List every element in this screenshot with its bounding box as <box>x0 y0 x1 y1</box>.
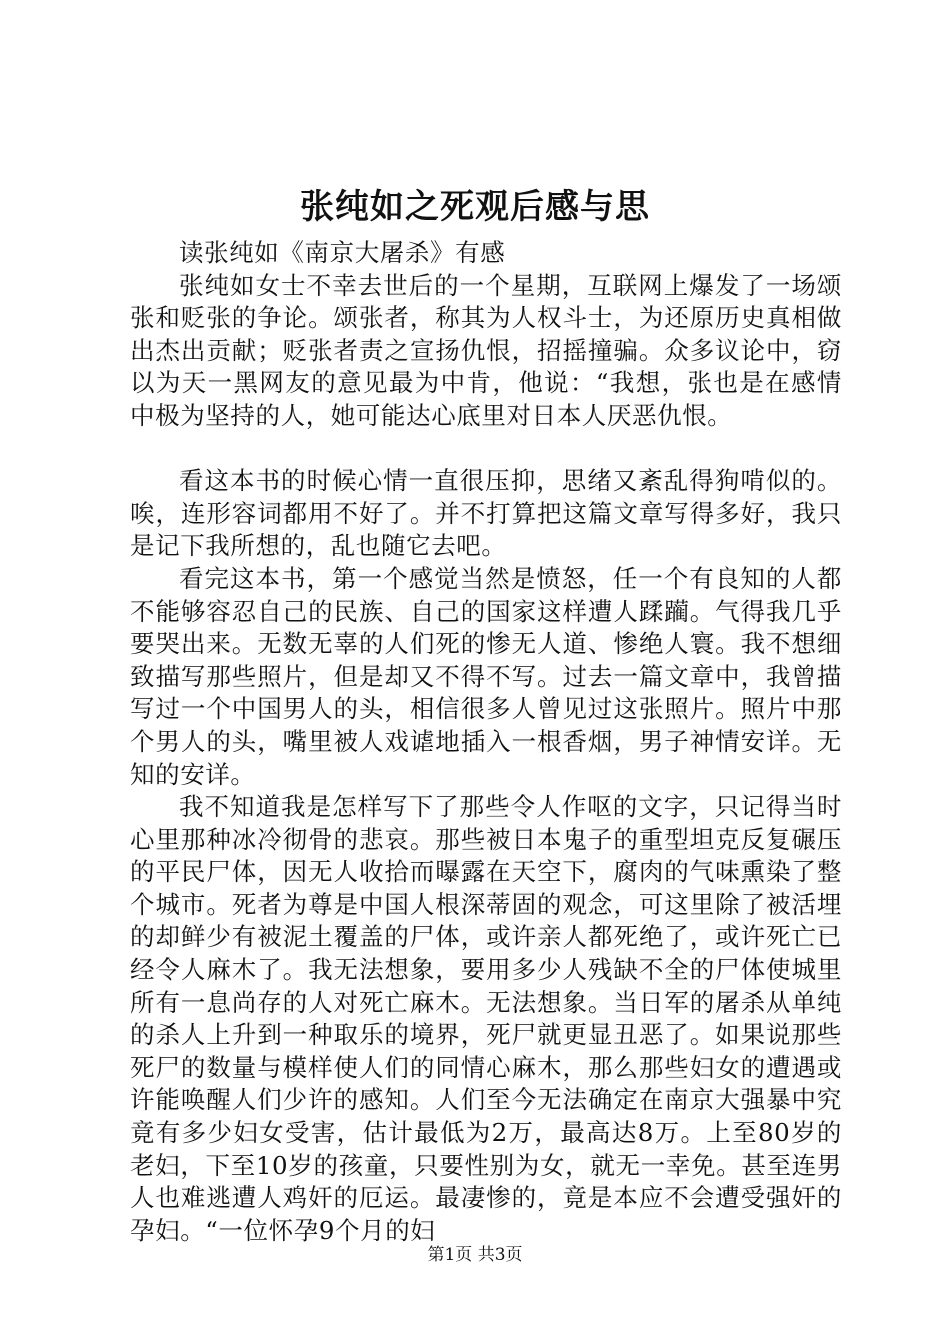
body-paragraph: 看这本书的时候心情一直很压抑，思绪又紊乱得狗啃似的。唉，连形容词都用不好了。并不打算把这篇文章写得多好，我只是记下我所想的，乱也随它去吧。 <box>130 466 842 561</box>
page-footer: 第1页 共3页 <box>427 1245 523 1265</box>
document-body <box>130 237 842 1247</box>
body-paragraph: 看完这本书，第一个感觉当然是愤怒，任一个有良知的人都不能够容忍自己的民族、自己的国家这样遭人蹂躏。气得我几乎要哭出来。无数无辜的人们死的惨无人道、惨绝人寰。我不想细致描写那些照片，但是却又不得不写。过去一篇文章中，我曾描写过一个中国男人的头，相信很多人曾见过这张照片。照片中那个男人的头，嘴里被人戏谑地插入一根香烟，男子神情安详。无知的安详。 <box>130 563 842 789</box>
body-paragraph: 张纯如女士不幸去世后的一个星期，互联网上爆发了一场颂张和贬张的争论。颂张者，称其为人权斗士，为还原历史真相做出杰出贡献；贬张者责之宣扬仇恨，招摇撞骗。众多议论中，窃以为天一黑网友的意见最为中肯，他说：“我想，张也是在感情中极为坚持的人，她可能达心底里对日本人厌恶仇恨。 <box>130 270 842 430</box>
document-title: 张纯如之死观后感与思 <box>300 187 650 227</box>
subtitle-paragraph: 读张纯如《南京大屠杀》有感 <box>179 238 506 267</box>
body-paragraph: 我不知道我是怎样写下了那些令人作呕的文字，只记得当时心里那种冰冷彻骨的悲哀。那些被日本鬼子的重型坦克反复碾压的平民尸体，因无人收拾而曝露在天空下，腐肉的气味熏染了整个城市。死者为尊是中国人根深蒂固的观念，可这里除了被活埋的却鲜少有被泥土覆盖的尸体，或许亲人都死绝了，或许死亡已经令人麻木了。我无法想象，要用多少人残缺不全的尸体使城里所有一息尚存的人对死亡麻木。无法想象。当日军的屠杀从单纯的杀人上升到一种取乐的境界，死尸就更显丑恶了。如果说那些死尸的数量与模样使人们的同情心麻木，那么那些妇女的遭遇或许能唤醒人们少许的感知。人们至今无法确定在南京大强暴中究竟有多少妇女受害，估计最低为2万，最高达8万。上至80岁的老妇，下至10岁的孩童，只要性别为女，就无一幸免。甚至连男人也难逃遭人鸡奸的厄运。最凄惨的，竟是本应不会遭受强奸的孕妇。“一位怀孕9个月的妇 <box>130 792 842 1245</box>
